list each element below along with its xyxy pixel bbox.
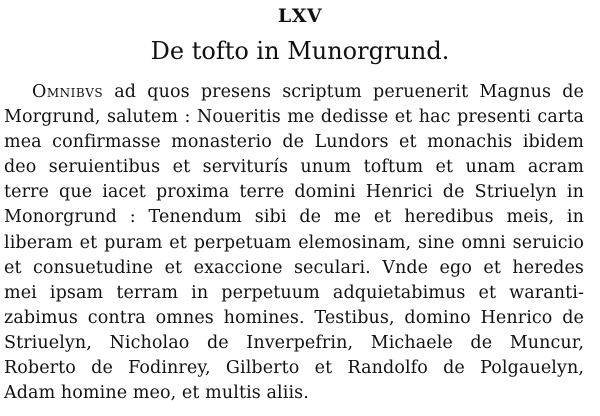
- charter-title: De tofto in Munorgrund.: [150, 37, 450, 65]
- charter-number: LXV: [277, 5, 323, 27]
- body-line-11: Striuelyn, Nicholao de Inverpefrin, Michaele de Muncur,: [4, 332, 584, 353]
- body-line-6: Monorgrund : Tenendum sibi de me et heredibus meis, in: [4, 207, 584, 228]
- body-line-1-text: ad quos presens scriptum peruenerit Magnus de: [103, 82, 584, 102]
- body-line-1: [4, 80, 584, 105]
- body-line-4: deo seruientibus et serviturís unum toftum et unam acram: [4, 157, 584, 178]
- body-line-13: Adam homine meo, et multis aliis.: [4, 383, 309, 404]
- charter-body: [4, 80, 584, 406]
- body-line-8: et consuetudine et exaccione seculari. Vnde ego et heredes: [4, 257, 584, 278]
- opening-word: Omnibvs: [32, 82, 104, 102]
- body-line-2: Morgrund, salutem : Noueritis me dedisse et hac presenti carta: [4, 107, 584, 128]
- body-line-3: mea confirmasse monasterio de Lundors et monachis ibidem: [4, 132, 584, 153]
- body-line-10: zabimus contra omnes homines. Testibus, domino Henrico de: [4, 307, 584, 328]
- body-line-9: mei ipsam terram in perpetuum adquietabimus et waranti-: [4, 282, 584, 303]
- body-line-7: liberam et puram et perpetuam elemosinam, sine omni seruicio: [4, 232, 584, 253]
- body-line-12: Roberto de Fodinrey, Gilberto et Randolfo de Polgauelyn,: [4, 358, 584, 379]
- body-line-5: terre que iacet proxima terre domini Henrici de Striuelyn in: [4, 182, 584, 203]
